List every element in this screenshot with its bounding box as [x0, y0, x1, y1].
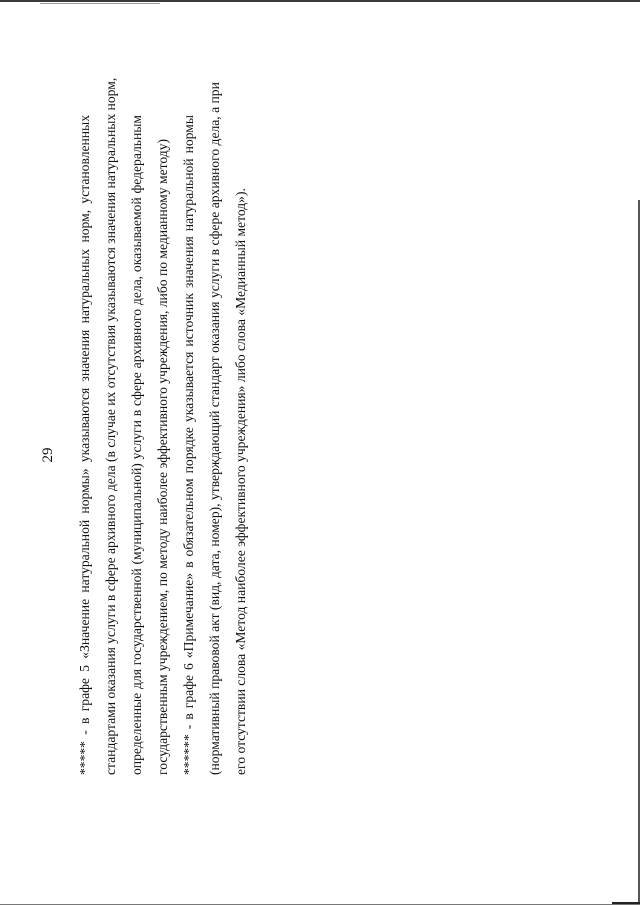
text-line: стандартами оказания услуги в сфере архивного дела (в случае их отсутствия указываются значения натуральных норм, [103, 77, 118, 775]
text-line: его отсутствии слова «Метод наиболее эффективного учреждения» либо слова «Медианный метод»). [233, 188, 248, 775]
footnote-natural-norm [72, 77, 176, 775]
text-line: ****** - в графе 6 «Примечание» в обязательном порядке указывается источник значения натуральной нормы [181, 115, 196, 775]
text-line: государственным учреждением, по методу наиболее эффективного учреждения, либо по медианному методу) [155, 138, 170, 775]
text-line: ***** - в графе 5 «Значение натуральной нормы» указываются значения натуральных норм, установленных [77, 115, 92, 775]
text-line: (нормативный правовой акт (вид, дата, номер), утверждающий стандарт оказания услуги в сфере архивного дела, а при [207, 82, 222, 775]
text-line: определенные для государственной (муниципальной) услуги в сфере архивного дела, оказываемой федеральным [129, 115, 144, 775]
rotated-page [40, 0, 640, 905]
page-number: 29 [40, 447, 56, 463]
footnote-remark [176, 82, 254, 775]
footnotes-block [72, 77, 254, 775]
